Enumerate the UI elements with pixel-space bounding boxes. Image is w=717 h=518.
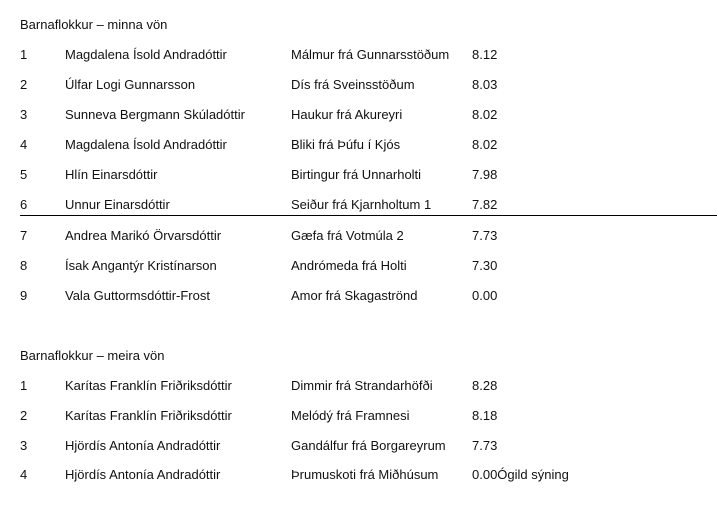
result-row: [0, 437, 717, 455]
horse-name: Dimmir frá Strandarhöfði: [291, 378, 433, 393]
horse-name: Andrómeda frá Holti: [291, 258, 407, 273]
score: 8.02: [472, 107, 498, 122]
rider-name: Magdalena Ísold Andradóttir: [65, 47, 227, 62]
rank: 2: [20, 77, 28, 92]
result-row: [0, 257, 717, 275]
rank: 1: [20, 378, 28, 393]
rank: 6: [20, 197, 28, 212]
score: 0.00: [472, 288, 498, 303]
score: 7.73: [472, 438, 498, 453]
rank: 5: [20, 167, 28, 182]
rank: 4: [20, 467, 28, 482]
score: 8.28: [472, 378, 498, 393]
rider-name: Magdalena Ísold Andradóttir: [65, 137, 227, 152]
score: 8.12: [472, 47, 498, 62]
horse-name: Melódý frá Framnesi: [291, 408, 410, 423]
result-row: [0, 46, 717, 64]
rank: 1: [20, 47, 28, 62]
result-row: [0, 196, 717, 214]
result-row: [0, 377, 717, 395]
horse-name: Gandálfur frá Borgareyrum: [291, 438, 446, 453]
horse-name: Bliki frá Þúfu í Kjós: [291, 137, 401, 152]
horse-name: Dís frá Sveinsstöðum: [291, 77, 415, 92]
result-row: [0, 166, 717, 184]
rank: 2: [20, 408, 28, 423]
rider-name: Sunneva Bergmann Skúladóttir: [65, 107, 245, 122]
score: 7.73: [472, 228, 498, 243]
score: 8.03: [472, 77, 498, 92]
score: 8.18: [472, 408, 498, 423]
horse-name: Seiður frá Kjarnholtum 1: [291, 197, 432, 212]
rider-name: Hlín Einarsdóttir: [65, 167, 158, 182]
result-row: [0, 227, 717, 245]
horse-name: Þrumuskoti frá Miðhúsum: [291, 467, 439, 482]
horse-name: Amor frá Skagaströnd: [291, 288, 418, 303]
score: 7.82: [472, 197, 498, 212]
score: 0.00Ógild sýning: [472, 467, 569, 482]
rider-name: Vala Guttormsdóttir-Frost: [65, 288, 210, 303]
rider-name: Karítas Franklín Friðriksdóttir: [65, 378, 232, 393]
section-title: Barnaflokkur – minna vön: [20, 17, 168, 32]
horse-name: Birtingur frá Unnarholti: [291, 167, 422, 182]
score: 7.30: [472, 258, 498, 273]
section-title: Barnaflokkur – meira vön: [20, 348, 165, 363]
rank: 4: [20, 137, 28, 152]
horse-name: Haukur frá Akureyri: [291, 107, 403, 122]
rider-name: Ísak Angantýr Kristínarson: [65, 258, 217, 273]
horse-name: Gæfa frá Votmúla 2: [291, 228, 404, 243]
result-row: [0, 466, 717, 484]
rider-name: Hjördís Antonía Andradóttir: [65, 438, 221, 453]
rider-name: Karítas Franklín Friðriksdóttir: [65, 408, 232, 423]
result-row: [0, 106, 717, 124]
score: 8.02: [472, 137, 498, 152]
score: 7.98: [472, 167, 498, 182]
result-row: [0, 136, 717, 154]
rider-name: Andrea Marikó Örvarsdóttir: [65, 228, 222, 243]
horse-name: Málmur frá Gunnarsstöðum: [291, 47, 450, 62]
result-row: [0, 287, 717, 305]
rank: 3: [20, 107, 28, 122]
divider-line: [20, 215, 717, 216]
rider-name: Unnur Einarsdóttir: [65, 197, 170, 212]
rider-name: Úlfar Logi Gunnarsson: [65, 77, 196, 92]
result-row: [0, 76, 717, 94]
rank: 7: [20, 228, 28, 243]
result-row: [0, 407, 717, 425]
rank: 9: [20, 288, 28, 303]
rider-name: Hjördís Antonía Andradóttir: [65, 467, 221, 482]
rank: 8: [20, 258, 28, 273]
rank: 3: [20, 438, 28, 453]
